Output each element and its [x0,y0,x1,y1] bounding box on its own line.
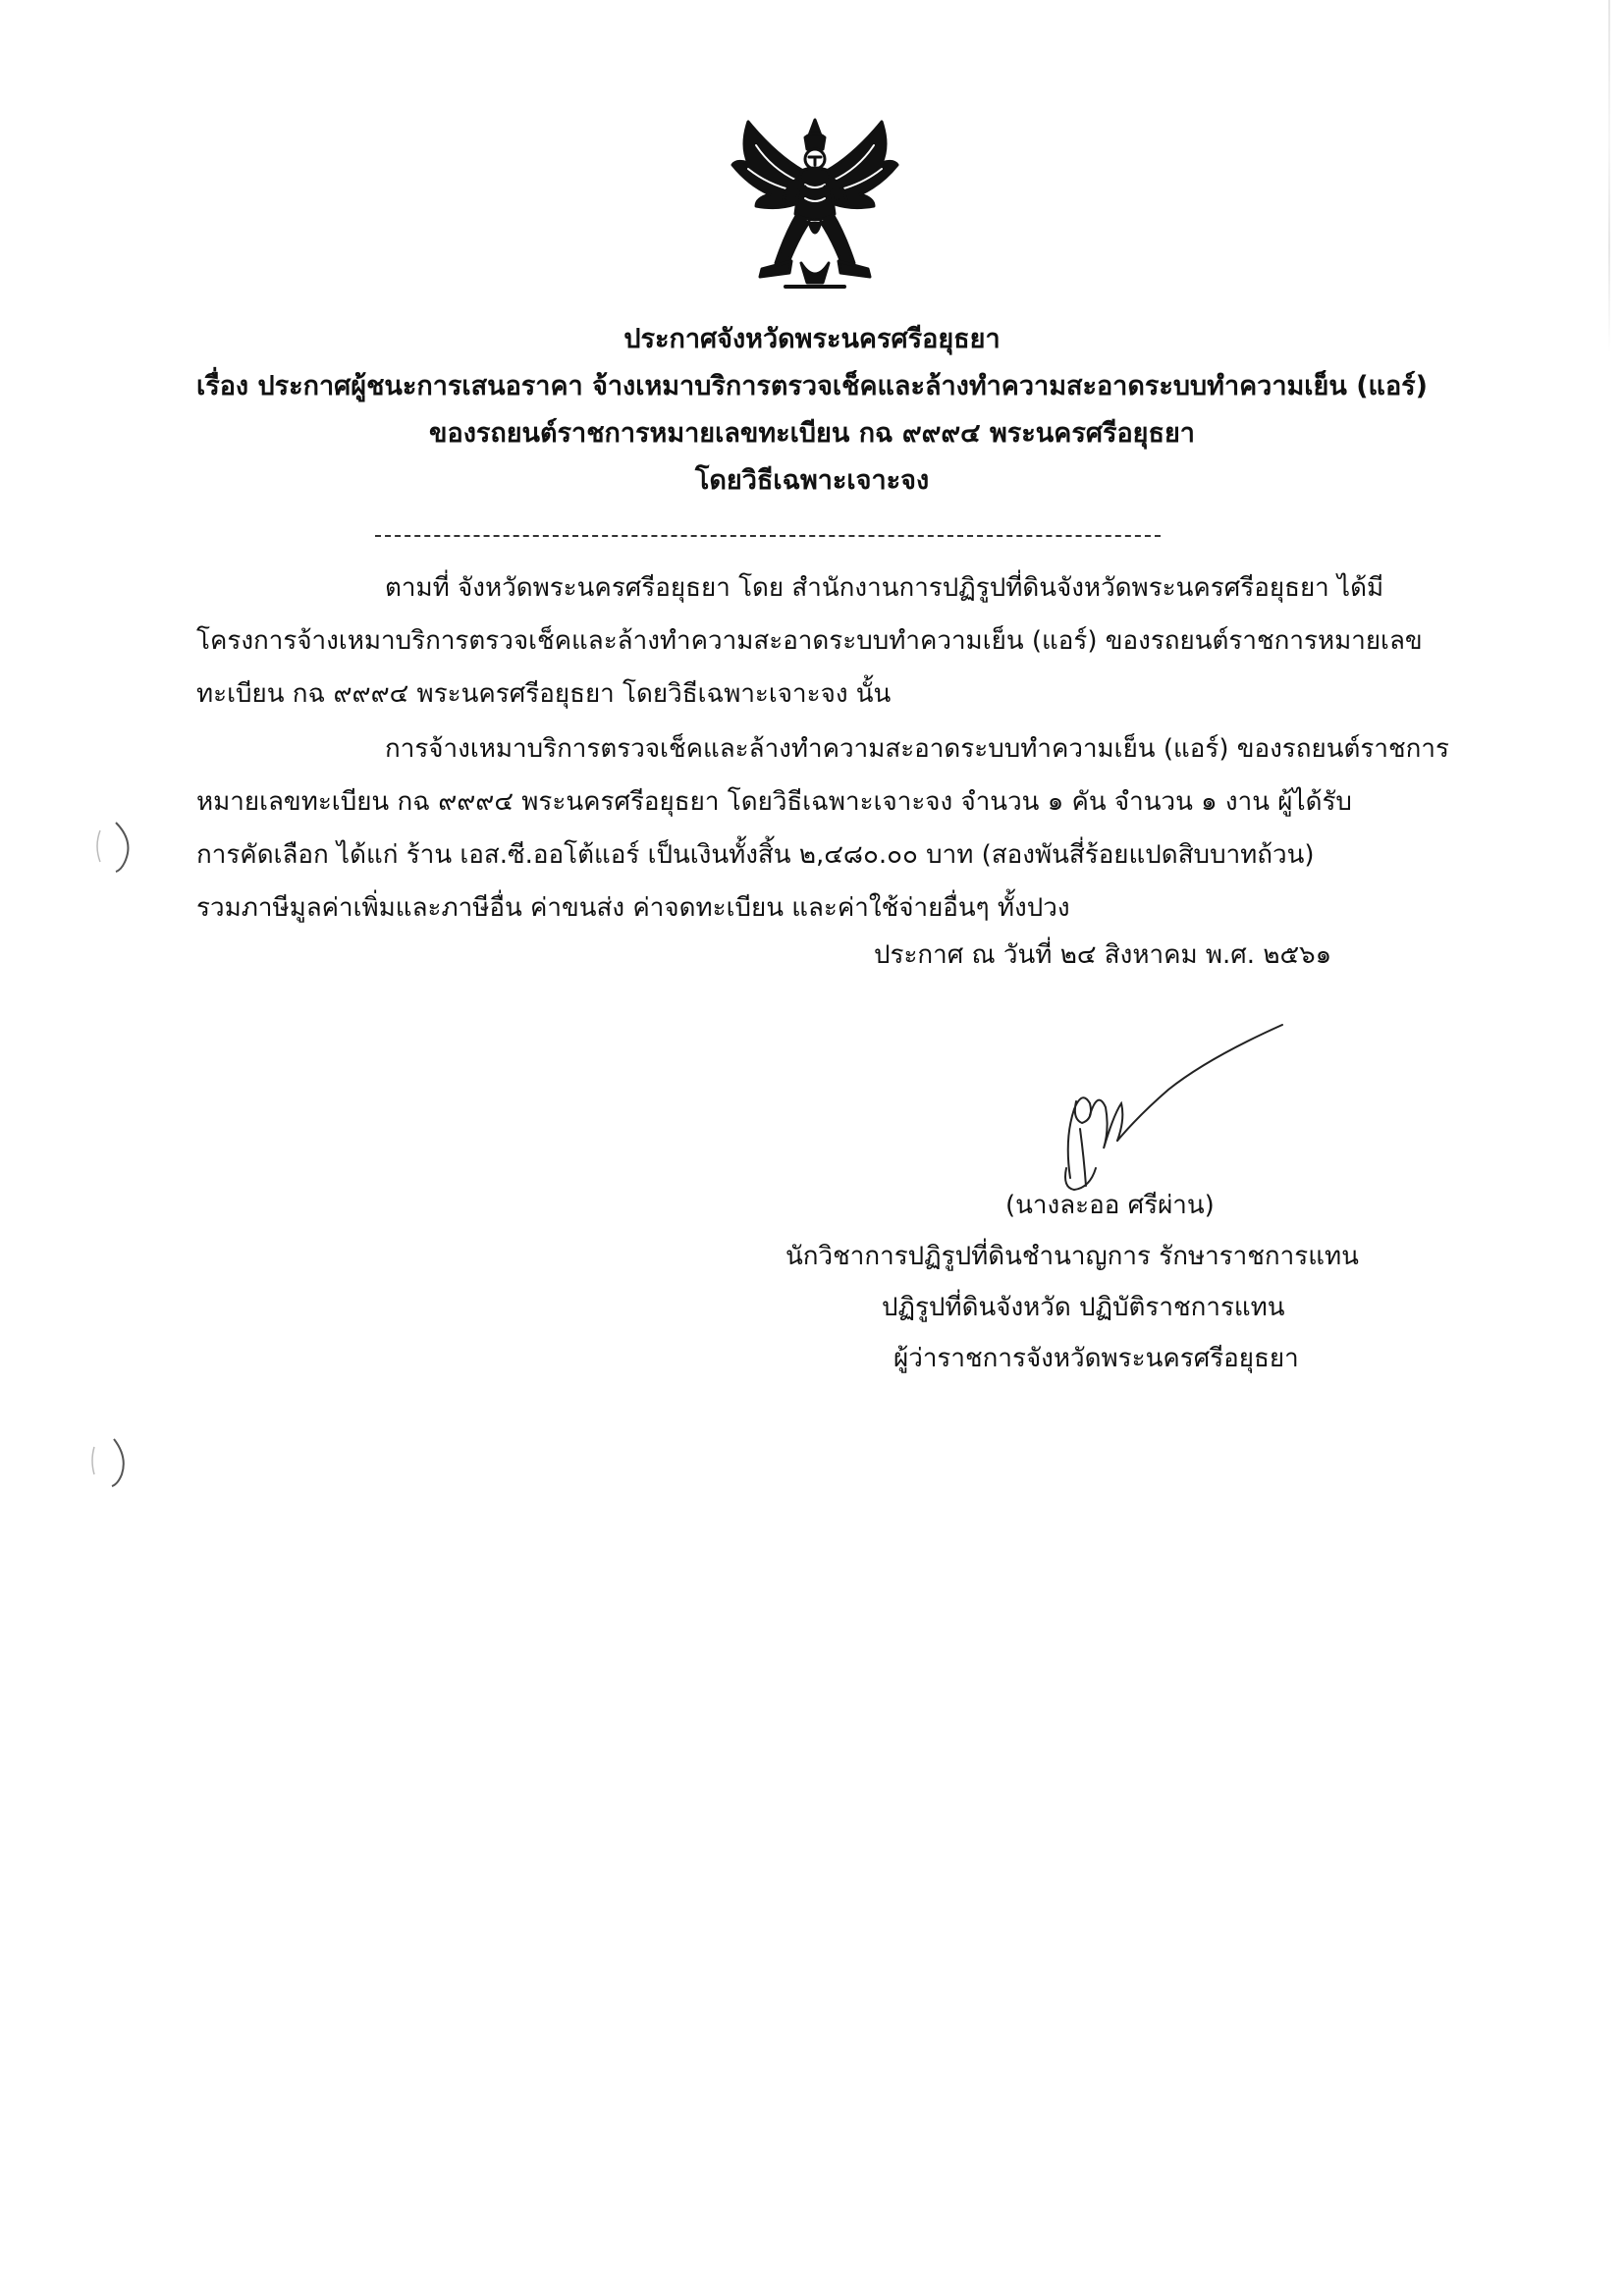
paragraph-2-line: หมายเลขทะเบียน กฉ ๙๙๙๔ พระนครศรีอยุธยา โดยวิธีเฉพาะเจาะจง จำนวน ๑ คัน จำนวน ๑ งาน ผู้ได้รับ [196,787,1352,817]
announcement-title: ประกาศจังหวัดพระนครศรีอยุธยา [623,324,1001,354]
punch-hole-mark [82,1431,132,1490]
announcement-header [0,316,1624,505]
signer-block [785,1180,1512,1384]
announcement-method: โดยวิธีเฉพาะเจาะจง [694,465,930,496]
paragraph-2 [196,722,1492,934]
dashed-divider [375,535,1161,537]
announcement-subject-line2: ของรถยนต์ราชการหมายเลขทะเบียน กฉ ๙๙๙๔ พระนครศรีอยุธยา [429,418,1195,449]
paragraph-2-line: การคัดเลือก ได้แก่ ร้าน เอส.ซี.ออโต้แอร์ เป็นเงินทั้งสิ้น ๒,๔๘๐.๐๐ บาท (สองพันสี่ร้อยแปดสิบบาทถ้วน) [196,840,1315,870]
paragraph-2-line: การจ้างเหมาบริการตรวจเช็คและล้างทำความสะอาดระบบทำความเย็น (แอร์) ของรถยนต์ราชการ [385,734,1449,764]
signer-position: ปฏิรูปที่ดินจังหวัด ปฏิบัติราชการแทน [882,1293,1285,1322]
paragraph-1 [196,561,1492,721]
scan-edge-mark [1608,0,1610,353]
announcement-subject: เรื่อง ประกาศผู้ชนะการเสนอราคา จ้างเหมาบริการตรวจเช็คและล้างทำความสะอาดระบบทำความเย็น (แอร์) [195,371,1429,401]
garuda-emblem-icon [727,116,903,293]
handwritten-signature [1060,1021,1286,1198]
punch-hole-mark [86,817,135,876]
paragraph-1-line: ทะเบียน กฉ ๙๙๙๔ พระนครศรีอยุธยา โดยวิธีเฉพาะเจาะจง นั้น [196,679,892,709]
paragraph-2-line: รวมภาษีมูลค่าเพิ่มและภาษีอื่น ค่าขนส่ง ค่าจดทะเบียน และค่าใช้จ่ายอื่นๆ ทั้งปวง [196,893,1070,923]
signer-name: (นางละออ ศรีผ่าน) [1005,1191,1215,1220]
signer-position: ผู้ว่าราชการจังหวัดพระนครศรีอยุธยา [893,1344,1299,1373]
signer-position: นักวิชาการปฏิรูปที่ดินชำนาญการ รักษาราชการแทน [785,1242,1359,1271]
paragraph-1-line: ตามที่ จังหวัดพระนครศรีอยุธยา โดย สำนักงานการปฏิรูปที่ดินจังหวัดพระนครศรีอยุธยา ได้มี [385,573,1384,603]
paragraph-1-line: โครงการจ้างเหมาบริการตรวจเช็คและล้างทำความสะอาดระบบทำความเย็น (แอร์) ของรถยนต์ราชการหมายเลข [196,626,1423,656]
announcement-date: ประกาศ ณ วันที่ ๒๔ สิงหาคม พ.ศ. ๒๕๖๑ [874,940,1332,970]
